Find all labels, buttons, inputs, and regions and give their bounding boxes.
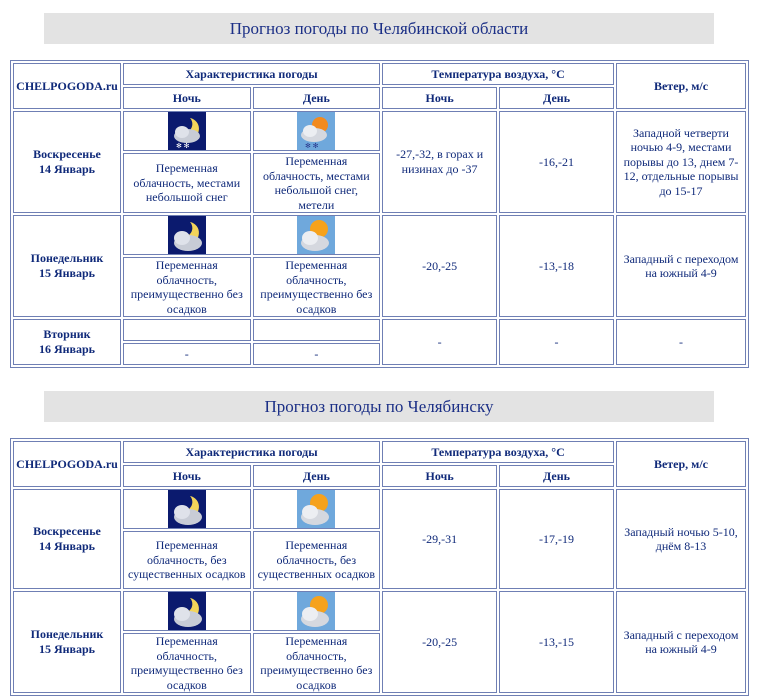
weather-night-header: Ночь [123, 87, 251, 109]
wind-cell: - [616, 319, 746, 365]
day-date: 14 Январь [38, 162, 96, 176]
temp-day-header: День [499, 87, 614, 109]
night-desc-cell: - [123, 343, 251, 365]
day-desc-cell: - [253, 343, 381, 365]
weather-char-header: Характеристика погоды [123, 441, 380, 463]
temp-night-cell: -27,-32, в горах и низинах до -37 [382, 111, 497, 213]
temp-night-cell: -29,-31 [382, 489, 497, 589]
temp-day-cell: - [499, 319, 614, 365]
brand-link[interactable]: CHELPOGODA.ru [13, 63, 121, 109]
day-icon-cell [253, 319, 381, 341]
table-row [13, 319, 746, 341]
temp-night-header: Ночь [382, 87, 497, 109]
day-desc-cell: Переменная облачность, без существенных осадков [253, 531, 381, 589]
temp-night-cell: -20,-25 [382, 215, 497, 317]
region-forecast-title: Прогноз погоды по Челябинской области [44, 13, 714, 44]
city-forecast-title: Прогноз погоды по Челябинску [44, 391, 714, 422]
table-row [13, 489, 746, 529]
air-temp-header: Температура воздуха, °С [382, 63, 614, 85]
day-cell [13, 215, 121, 317]
day-name: Понедельник [30, 627, 104, 641]
night-icon-cell [123, 215, 251, 255]
day-cell [13, 591, 121, 693]
day-name: Воскресенье [33, 524, 101, 538]
air-temp-header: Температура воздуха, °С [382, 441, 614, 463]
temp-night-cell: -20,-25 [382, 591, 497, 693]
day-date: 16 Январь [38, 342, 96, 356]
wind-cell: Западной четверти ночью 4-9, местами порывы до 13, днем 7-12, отдельные порывы до 15-17 [616, 111, 746, 213]
night-desc-cell: Переменная облачность, преимущественно без осадков [123, 633, 251, 693]
weather-night-header: Ночь [123, 465, 251, 487]
day-cell [13, 319, 121, 365]
day-icon-cell [253, 591, 381, 631]
wind-cell: Западный ночью 5-10, днём 8-13 [616, 489, 746, 589]
wind-cell: Западный с переходом на южный 4-9 [616, 591, 746, 693]
weather-day-header: День [253, 87, 381, 109]
temp-day-cell: -13,-18 [499, 215, 614, 317]
wind-header: Ветер, м/с [616, 441, 746, 487]
night-cloudy-icon [168, 490, 206, 528]
day-date: 15 Январь [38, 642, 96, 656]
wind-header: Ветер, м/с [616, 63, 746, 109]
table-row [13, 111, 746, 151]
day-name: Вторник [43, 327, 91, 341]
temp-night-cell: - [382, 319, 497, 365]
night-cloudy-snow-icon [168, 112, 206, 150]
day-desc-cell: Переменная облачность, местами небольшой снег, метели [253, 153, 381, 213]
region-forecast-table [10, 60, 749, 368]
day-date: 14 Январь [38, 539, 96, 553]
day-desc-cell: Переменная облачность, преимущественно без осадков [253, 257, 381, 317]
day-icon-cell [253, 215, 381, 255]
night-desc-cell: Переменная облачность, преимущественно без осадков [123, 257, 251, 317]
table-row [13, 215, 746, 255]
svg-text:✻ ✻: ✻ ✻ [305, 142, 319, 150]
day-icon-cell [253, 111, 381, 151]
temp-day-cell: -16,-21 [499, 111, 614, 213]
temp-night-header: Ночь [382, 465, 497, 487]
temp-day-cell: -13,-15 [499, 591, 614, 693]
day-cell [13, 111, 121, 213]
day-icon-cell [253, 489, 381, 529]
wind-cell: Западный с переходом на южный 4-9 [616, 215, 746, 317]
night-desc-cell: Переменная облачность, местами небольшой снег [123, 153, 251, 213]
day-desc-cell: Переменная облачность, преимущественно без осадков [253, 633, 381, 693]
day-name: Понедельник [30, 251, 104, 265]
brand-link[interactable]: CHELPOGODA.ru [13, 441, 121, 487]
night-cloudy-icon [168, 592, 206, 630]
svg-text:✻ ✻: ✻ ✻ [175, 142, 190, 150]
weather-day-header: День [253, 465, 381, 487]
night-icon-cell [123, 111, 251, 151]
day-name: Воскресенье [33, 147, 101, 161]
temp-day-header: День [499, 465, 614, 487]
night-icon-cell [123, 489, 251, 529]
night-desc-cell: Переменная облачность, без существенных осадков [123, 531, 251, 589]
weather-char-header: Характеристика погоды [123, 63, 380, 85]
day-cloudy-icon [297, 592, 335, 630]
night-icon-cell [123, 591, 251, 631]
temp-day-cell: -17,-19 [499, 489, 614, 589]
city-forecast-table [10, 438, 749, 696]
day-cloudy-icon [297, 216, 335, 254]
day-cell [13, 489, 121, 589]
day-date: 15 Январь [38, 266, 96, 280]
day-cloudy-icon [297, 490, 335, 528]
table-row [13, 591, 746, 631]
day-cloudy-snow-icon [297, 112, 335, 150]
night-icon-cell [123, 319, 251, 341]
night-cloudy-icon [168, 216, 206, 254]
